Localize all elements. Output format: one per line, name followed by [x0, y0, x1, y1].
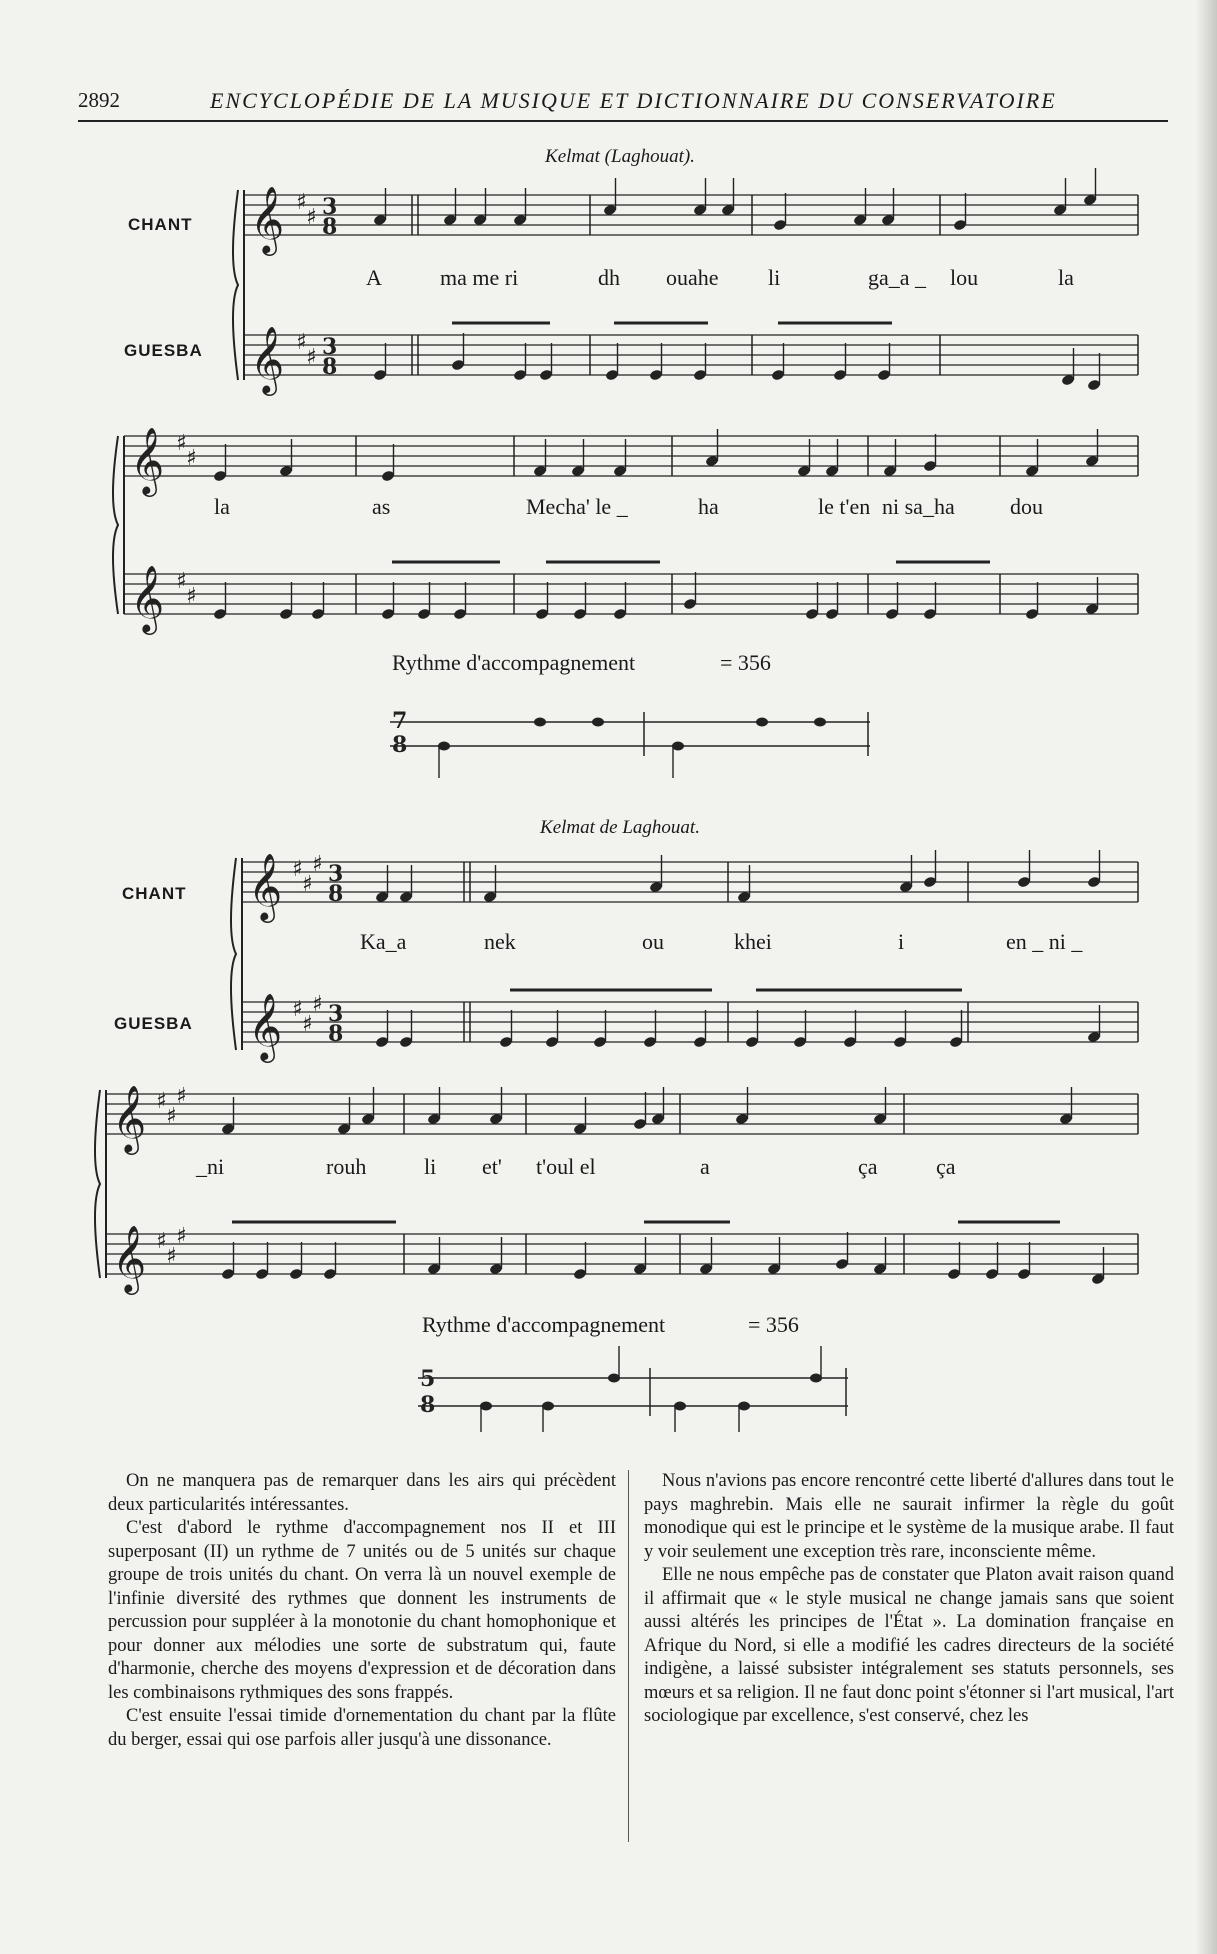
- sharp-sign: ♯: [156, 1089, 167, 1114]
- page-edge-shadow: [1195, 0, 1217, 1954]
- note-head: [672, 742, 684, 751]
- lyric: et': [482, 1154, 502, 1179]
- treble-clef: 𝄞: [112, 1084, 147, 1152]
- sharp-sign: ♯: [302, 872, 313, 897]
- sharp-sign: ♯: [306, 345, 317, 370]
- score1-guesba-label: GUESBA: [124, 341, 203, 360]
- system-brace: [233, 190, 238, 380]
- sharp-sign: ♯: [166, 1104, 177, 1129]
- lyric: i: [898, 929, 905, 954]
- system-brace: [95, 1090, 100, 1278]
- sharp-sign: ♯: [166, 1244, 177, 1269]
- lyric: dh: [598, 265, 620, 290]
- lyric: lou: [950, 265, 979, 290]
- sharp-sign: ♯: [292, 857, 303, 882]
- lyric: ni sa_ha: [882, 494, 955, 519]
- time-signature: 8: [420, 1392, 436, 1418]
- rhythm-label: Rythme d'accompagnement: [392, 650, 636, 675]
- lyric: ma me ri: [440, 265, 519, 290]
- system-brace: [113, 436, 118, 614]
- lyric: t'oul el: [536, 1154, 596, 1179]
- time-signature: 8: [322, 214, 338, 240]
- sharp-sign: ♯: [296, 330, 307, 355]
- treble-clef: 𝄞: [248, 992, 283, 1060]
- lyric: Ka_a: [360, 929, 407, 954]
- lyric: le t'en: [818, 494, 871, 519]
- sharp-sign: ♯: [186, 446, 197, 471]
- note-head: [674, 1402, 686, 1411]
- sharp-sign: ♯: [156, 1229, 167, 1254]
- lyric: la: [1058, 265, 1074, 290]
- note-head: [738, 1402, 750, 1411]
- sharp-sign: ♯: [312, 992, 323, 1017]
- time-signature: 3: [328, 1001, 344, 1027]
- lyric: ou: [642, 929, 664, 954]
- score2-chant-label: CHANT: [122, 884, 187, 903]
- time-signature: 8: [322, 354, 338, 380]
- lyric: A: [366, 265, 382, 290]
- sharp-sign: ♯: [302, 1012, 313, 1037]
- note-head: [438, 742, 450, 751]
- note-head: [542, 1402, 554, 1411]
- paragraph: C'est d'abord le rythme d'accompagnement nos II et III superposant (II) un rythme de 7 unités ou de 5 unités sur chaque groupe de trois unités du chant. On verra là un nouvel exemple de l'infinie diversité des rythmes que donnent les instruments de percussion pour suppléer à la monotonie du chant homophonique et pour donner aux mélodies une sorte de substratum qui, faute d'harmonie, cherche des moyens d'expression et de décoration dans les combinaisons rythmiques des sons frappés.: [108, 1518, 616, 1703]
- note-head: [592, 718, 604, 727]
- sharp-sign: ♯: [176, 569, 187, 594]
- sharp-sign: ♯: [292, 997, 303, 1022]
- lyric: li: [768, 265, 781, 290]
- treble-clef: 𝄞: [130, 426, 165, 494]
- paragraph: Elle ne nous empêche pas de constater que Platon avait raison quand il affirmait que « le style musical ne change jamais sans que soient aussi altérés les principes de l'État ». La domination française en Afrique du Nord, si elle a modifié les cadres directeurs de la société indigène, a laissé subsister intégralement ses statuts personnels, ses mœurs et sa religion. Il ne faut donc point s'étonner si l'art musical, l'art sociologique par excellence, s'est conservé, chez les: [644, 1565, 1174, 1726]
- lyric: _ni: [196, 1154, 225, 1179]
- note-head: [608, 1374, 620, 1383]
- tempo-marking: = 356: [720, 650, 771, 675]
- time-signature: 8: [328, 881, 344, 907]
- note-head: [810, 1374, 822, 1383]
- score2-caption: Kelmat de Laghouat.: [540, 817, 700, 838]
- running-title: ENCYCLOPÉDIE DE LA MUSIQUE ET DICTIONNAIRE DU CONSERVATOIRE: [210, 88, 1057, 113]
- lyric: nek: [484, 929, 516, 954]
- tempo-marking: = 356: [748, 1312, 799, 1337]
- lyric: en _ ni _: [1006, 929, 1083, 954]
- note-head: [814, 718, 826, 727]
- lyric: rouh: [326, 1154, 367, 1179]
- lyric: ça: [858, 1154, 878, 1179]
- page-number: 2892: [78, 88, 120, 112]
- paragraph: On ne manquera pas de remarquer dans les airs qui précèdent deux particularités intéressantes.: [108, 1471, 616, 1515]
- time-signature: 8: [328, 1021, 344, 1047]
- note-head: [756, 718, 768, 727]
- sharp-sign: ♯: [176, 431, 187, 456]
- treble-clef: 𝄞: [250, 185, 285, 253]
- lyric: li: [424, 1154, 437, 1179]
- sharp-sign: ♯: [306, 205, 317, 230]
- sharp-sign: ♯: [176, 1224, 187, 1249]
- lyric: ça: [936, 1154, 956, 1179]
- lyric: la: [214, 494, 230, 519]
- lyric: a: [700, 1154, 710, 1179]
- treble-clef: 𝄞: [112, 1224, 147, 1292]
- paragraph: Nous n'avions pas encore rencontré cette liberté d'allures dans tout le pays maghrebin. Mais elle ne saurait infirmer la règle du goût monodique qui est le principe et le système de la musique arabe. Il faut y voir seulement une exception très rare, inconsciente même.: [644, 1471, 1174, 1562]
- text-column-left: [108, 1470, 616, 1752]
- sharp-sign: ♯: [312, 852, 323, 877]
- note-head: [534, 718, 546, 727]
- text-column-right: [644, 1470, 1174, 1729]
- system-brace: [231, 858, 236, 1050]
- lyric: as: [372, 494, 391, 519]
- lyric: dou: [1010, 494, 1043, 519]
- lyric: ga_a _: [868, 265, 927, 290]
- time-signature: 3: [328, 861, 344, 887]
- lyric: khei: [734, 929, 772, 954]
- lyric: ha: [698, 494, 719, 519]
- time-signature: 8: [392, 732, 408, 758]
- score1-chant-label: CHANT: [128, 215, 193, 234]
- paragraph: C'est ensuite l'essai timide d'ornementation du chant par la flûte du berger, essai qui ose parfois aller jusqu'à une dissonance.: [108, 1706, 616, 1750]
- score2-guesba-label: GUESBA: [114, 1014, 193, 1033]
- time-signature: 7: [392, 708, 408, 734]
- score1-caption: Kelmat (Laghouat).: [545, 146, 695, 167]
- column-divider: [628, 1470, 630, 1842]
- time-signature: 5: [420, 1366, 436, 1392]
- time-signature: 3: [322, 194, 338, 220]
- lyric: ouahe: [666, 265, 719, 290]
- sharp-sign: ♯: [176, 1084, 187, 1109]
- rhythm-label: Rythme d'accompagnement: [422, 1312, 666, 1337]
- treble-clef: 𝄞: [130, 564, 165, 632]
- time-signature: 3: [322, 334, 338, 360]
- treble-clef: 𝄞: [248, 852, 283, 920]
- note-head: [480, 1402, 492, 1411]
- sharp-sign: ♯: [186, 584, 197, 609]
- treble-clef: 𝄞: [250, 325, 285, 393]
- sharp-sign: ♯: [296, 190, 307, 215]
- lyric: Mecha' le _: [526, 494, 628, 519]
